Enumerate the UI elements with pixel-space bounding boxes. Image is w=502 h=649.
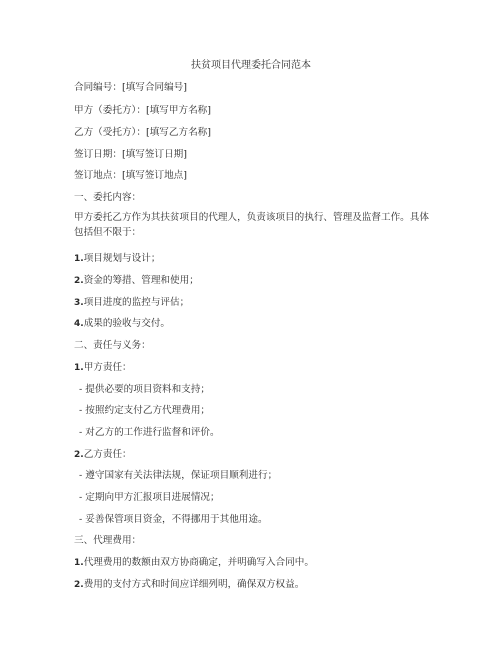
item-number: 4. bbox=[74, 319, 84, 329]
party-a-duty-heading bbox=[74, 361, 132, 375]
party-b-duty-heading bbox=[74, 448, 132, 462]
item-number: 3. bbox=[74, 298, 84, 308]
section-2-heading: 二、责任与义务： bbox=[74, 340, 151, 351]
section-1-heading: 一、委托内容： bbox=[74, 192, 142, 203]
item-text: 甲方责任： bbox=[83, 362, 132, 373]
document-title: 扶贫项目代理委托合同范本 bbox=[191, 60, 311, 71]
item-number: 1. bbox=[74, 558, 84, 568]
section-1-item bbox=[74, 296, 189, 310]
section-3-heading: 三、代理费用： bbox=[74, 535, 142, 546]
party-b-duty-item: - 定期向甲方汇报项目进展情况； bbox=[79, 492, 220, 503]
item-text: 乙方责任： bbox=[83, 449, 132, 460]
item-text: 成果的验收与交付。 bbox=[83, 318, 171, 329]
item-number: 2. bbox=[74, 580, 84, 590]
party-a-duty-item: - 提供必要的项目资料和支持； bbox=[79, 384, 211, 395]
item-number: 2. bbox=[74, 450, 84, 460]
party-a-duty-item: - 按照约定支付乙方代理费用； bbox=[79, 405, 211, 416]
section-3-item bbox=[74, 556, 314, 570]
party-b-duty-item: - 妥善保管项目资金，不得挪用于其他用途。 bbox=[79, 514, 268, 525]
item-text: 项目进度的监控与评估； bbox=[83, 297, 190, 308]
section-3-item bbox=[74, 578, 304, 592]
item-number: 2. bbox=[74, 276, 84, 286]
section-1-intro: 甲方委托乙方作为其扶贫项目的代理人，负责该项目的执行、管理及监督工作。具体包括但不限于： bbox=[74, 212, 429, 238]
sign-place-line: 签订地点：[填写签订地点] bbox=[74, 170, 188, 181]
item-number: 1. bbox=[74, 363, 84, 373]
party-a-duty-item: - 对乙方的工作进行监督和评价。 bbox=[79, 427, 220, 438]
item-number: 1. bbox=[74, 254, 84, 264]
party-a-line: 甲方（委托方）：[填写甲方名称] bbox=[74, 105, 211, 116]
section-1-item bbox=[74, 317, 170, 331]
party-b-duty-item: - 遵守国家有关法律法规，保证项目顺利进行； bbox=[79, 470, 278, 481]
party-b-line: 乙方（受托方）：[填写乙方名称] bbox=[74, 127, 211, 138]
section-1-item bbox=[74, 274, 199, 288]
item-text: 资金的筹措、管理和使用； bbox=[83, 275, 199, 286]
item-text: 费用的支付方式和时间应详细列明，确保双方权益。 bbox=[83, 579, 305, 590]
item-text: 代理费用的数额由双方协商确定，并明确写入合同中。 bbox=[83, 557, 314, 568]
contract-number-line: 合同编号：[填写合同编号] bbox=[74, 82, 188, 93]
item-text: 项目规划与设计； bbox=[83, 253, 161, 264]
section-1-item bbox=[74, 252, 160, 266]
sign-date-line: 签订日期：[填写签订日期] bbox=[74, 149, 188, 160]
